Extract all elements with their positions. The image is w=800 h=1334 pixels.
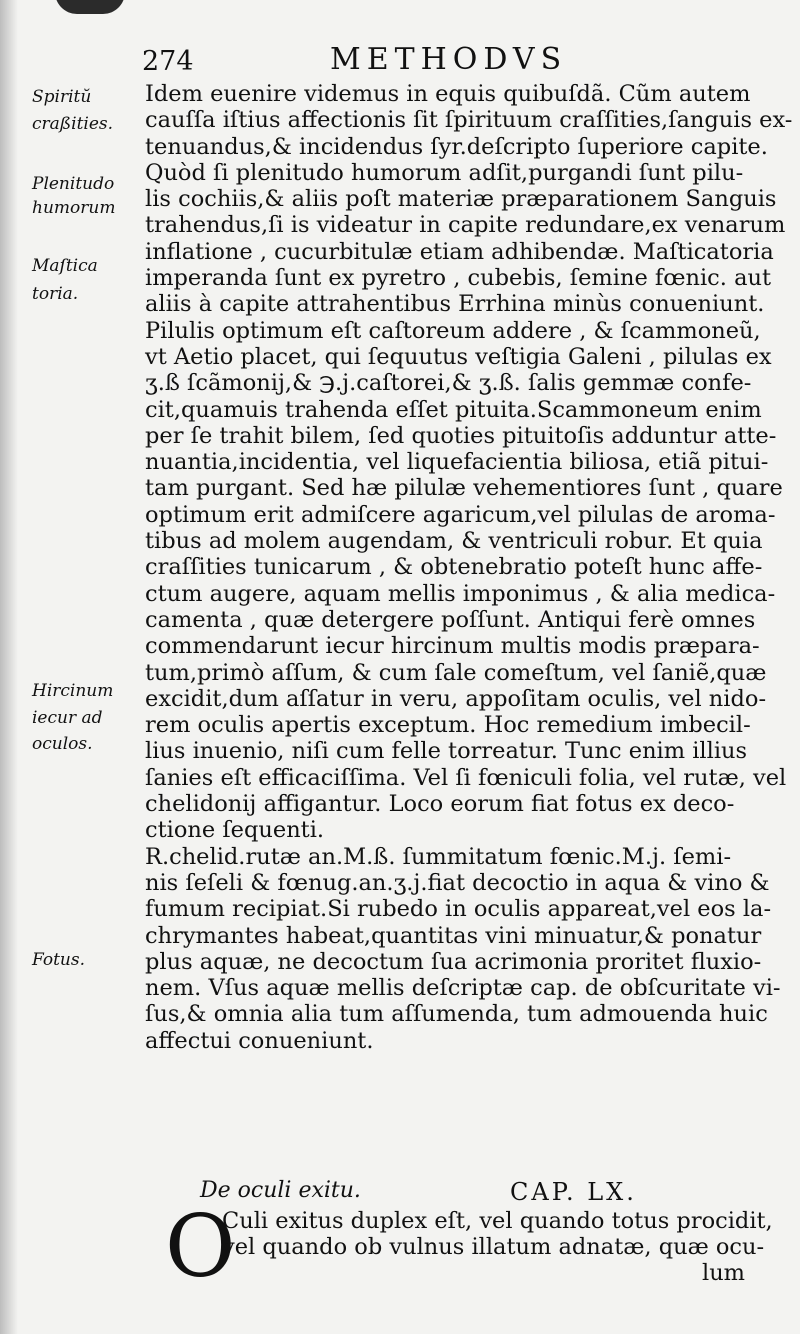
text-line: per ſe trahit bilem, ſed quoties pituitoſis adduntur atte-	[145, 422, 777, 449]
text-line: R.chelid.rutæ an.M.ß. ſummitatum fœnic.M.j. ſemi-	[145, 843, 732, 870]
margin-note: Spiritŭ	[32, 87, 92, 107]
margin-note: oculos.	[32, 734, 93, 754]
margin-note: humorum	[32, 198, 116, 218]
text-line: Pilulis optimum eſt caſtoreum addere , & ſcammoneũ,	[145, 317, 761, 344]
body-text	[145, 81, 793, 1054]
text-line: tum,primò aſſum, & cum ſale comeſtum, vel ſaniẽ,quæ	[145, 659, 767, 686]
margin-note: Hircinum	[32, 681, 114, 701]
catchword: lum	[702, 1260, 746, 1286]
text-line: tam purgant. Sed hæ pilulæ vehementiores ſunt , quare	[145, 475, 783, 502]
text-line: Quòd ſi plenitudo humorum adſit,purgandi ſunt pilu-	[145, 159, 744, 186]
text-line: cit,quamuis trahenda eſſet pituita.Scammoneum enim	[145, 396, 762, 423]
text-line: tibus ad molem augendam, & ventriculi robur. Et quia	[145, 528, 763, 555]
page-header	[0, 40, 800, 80]
text-line: nis ſeſeli & fœnug.an.ʒ.j.fiat decoctio in aqua & vino &	[145, 869, 770, 896]
margin-note: Maſtica	[32, 256, 98, 276]
text-line: ſus,& omnia alia tum aſſumenda, tum admouenda huic	[145, 1001, 768, 1028]
text-line: vel quando ob vulnus illatum adnatæ, quæ ocu-	[222, 1234, 765, 1260]
ink-blot	[55, 0, 125, 14]
text-line: vt Aetio placet, qui ſequutus veſtigia Galeni , pilulas ex	[145, 343, 772, 370]
text-line: excidit,dum aſſatur in veru, appoſitam oculis, vel nido-	[145, 685, 767, 712]
text-line: camenta , quæ detergere poſſunt. Antiqui ferè omnes	[145, 606, 756, 633]
text-line: craſſities tunicarum , & obtenebratio poteſt hunc affe-	[145, 554, 763, 581]
text-line: nem. Vſus aquæ mellis deſcriptæ cap. de obſcuritate vi-	[145, 975, 781, 1002]
text-line: chrymantes habeat,quantitas vini minuatur,& ponatur	[145, 922, 762, 949]
chapter-heading	[200, 1178, 760, 1208]
margin-note: Fotus.	[32, 950, 86, 970]
page-number: 274	[142, 46, 194, 77]
margin-note: Plenitudo	[32, 174, 115, 194]
text-line: cauſſa iſtius affectionis ſit ſpirituum craſſities,ſanguis ex-	[145, 107, 793, 134]
text-line: fumum recipiat.Si rubedo in oculis appareat,vel eos la-	[145, 896, 772, 923]
text-line: ſanies eſt efficaciſſima. Vel ſi fœniculi folia, vel rutæ, vel	[145, 764, 787, 791]
chapter-text	[222, 1208, 773, 1286]
text-line: rem oculis apertis exceptum. Hoc remedium imbecil-	[145, 712, 751, 739]
page-gutter-shadow	[0, 0, 18, 1334]
margin-note: iecur ad	[32, 708, 103, 728]
text-line: nuantia,incidentia, vel liquefacientia biliosa, etiã pitui-	[145, 449, 769, 476]
chapter-title: De oculi exitu.	[200, 1178, 361, 1203]
text-line: ʒ.ß ſcãmonij,& ℈.j.caſtorei,& ʒ.ß. ſalis gemmæ confe-	[145, 370, 752, 397]
text-line: inflatione , cucurbitulæ etiam adhibendæ. Maſticatoria	[145, 238, 774, 265]
text-line: ctione ſequenti.	[145, 817, 325, 844]
chapter-number: CAP. LX.	[510, 1178, 637, 1206]
text-line: affectui conueniunt.	[145, 1027, 374, 1054]
margin-note: craßities.	[32, 114, 114, 134]
text-line: plus aquæ, ne decoctum ſua acrimonia proritet fluxio-	[145, 948, 762, 975]
text-line: lius inuenio, niſi cum felle torreatur. Tunc enim illius	[145, 738, 748, 765]
text-line: Culi exitus duplex eſt, vel quando totus procidit,	[222, 1208, 773, 1234]
text-line: ctum augere, aquam mellis imponimus , & alia medica-	[145, 580, 776, 607]
text-line: imperanda ſunt ex pyretro , cubebis, ſemine fœnic. aut	[145, 265, 772, 292]
text-line: trahendus,ſi is videatur in capite redundare,ex venarum	[145, 212, 786, 239]
text-line: lis cochiis,& aliis poſt materiæ præparationem Sanguis	[145, 186, 777, 213]
text-line: commendarunt iecur hircinum multis modis præpara-	[145, 633, 760, 660]
drop-cap: O	[165, 1197, 236, 1297]
text-line: optimum erit admiſcere agaricum,vel pilulas de aroma-	[145, 501, 776, 528]
text-line: Idem euenire videmus in equis quibuſdã. Cũm autem	[145, 81, 751, 107]
text-line: tenuandus,& incidendus ſyr.deſcripto ſuperiore capite.	[145, 133, 768, 160]
running-title: METHODVS	[330, 42, 568, 77]
text-line: chelidonij affigantur. Loco eorum fiat fotus ex deco-	[145, 791, 735, 818]
margin-note: toria.	[32, 284, 79, 304]
text-line: aliis à capite attrahentibus Errhina minùs conueniunt.	[145, 291, 765, 318]
